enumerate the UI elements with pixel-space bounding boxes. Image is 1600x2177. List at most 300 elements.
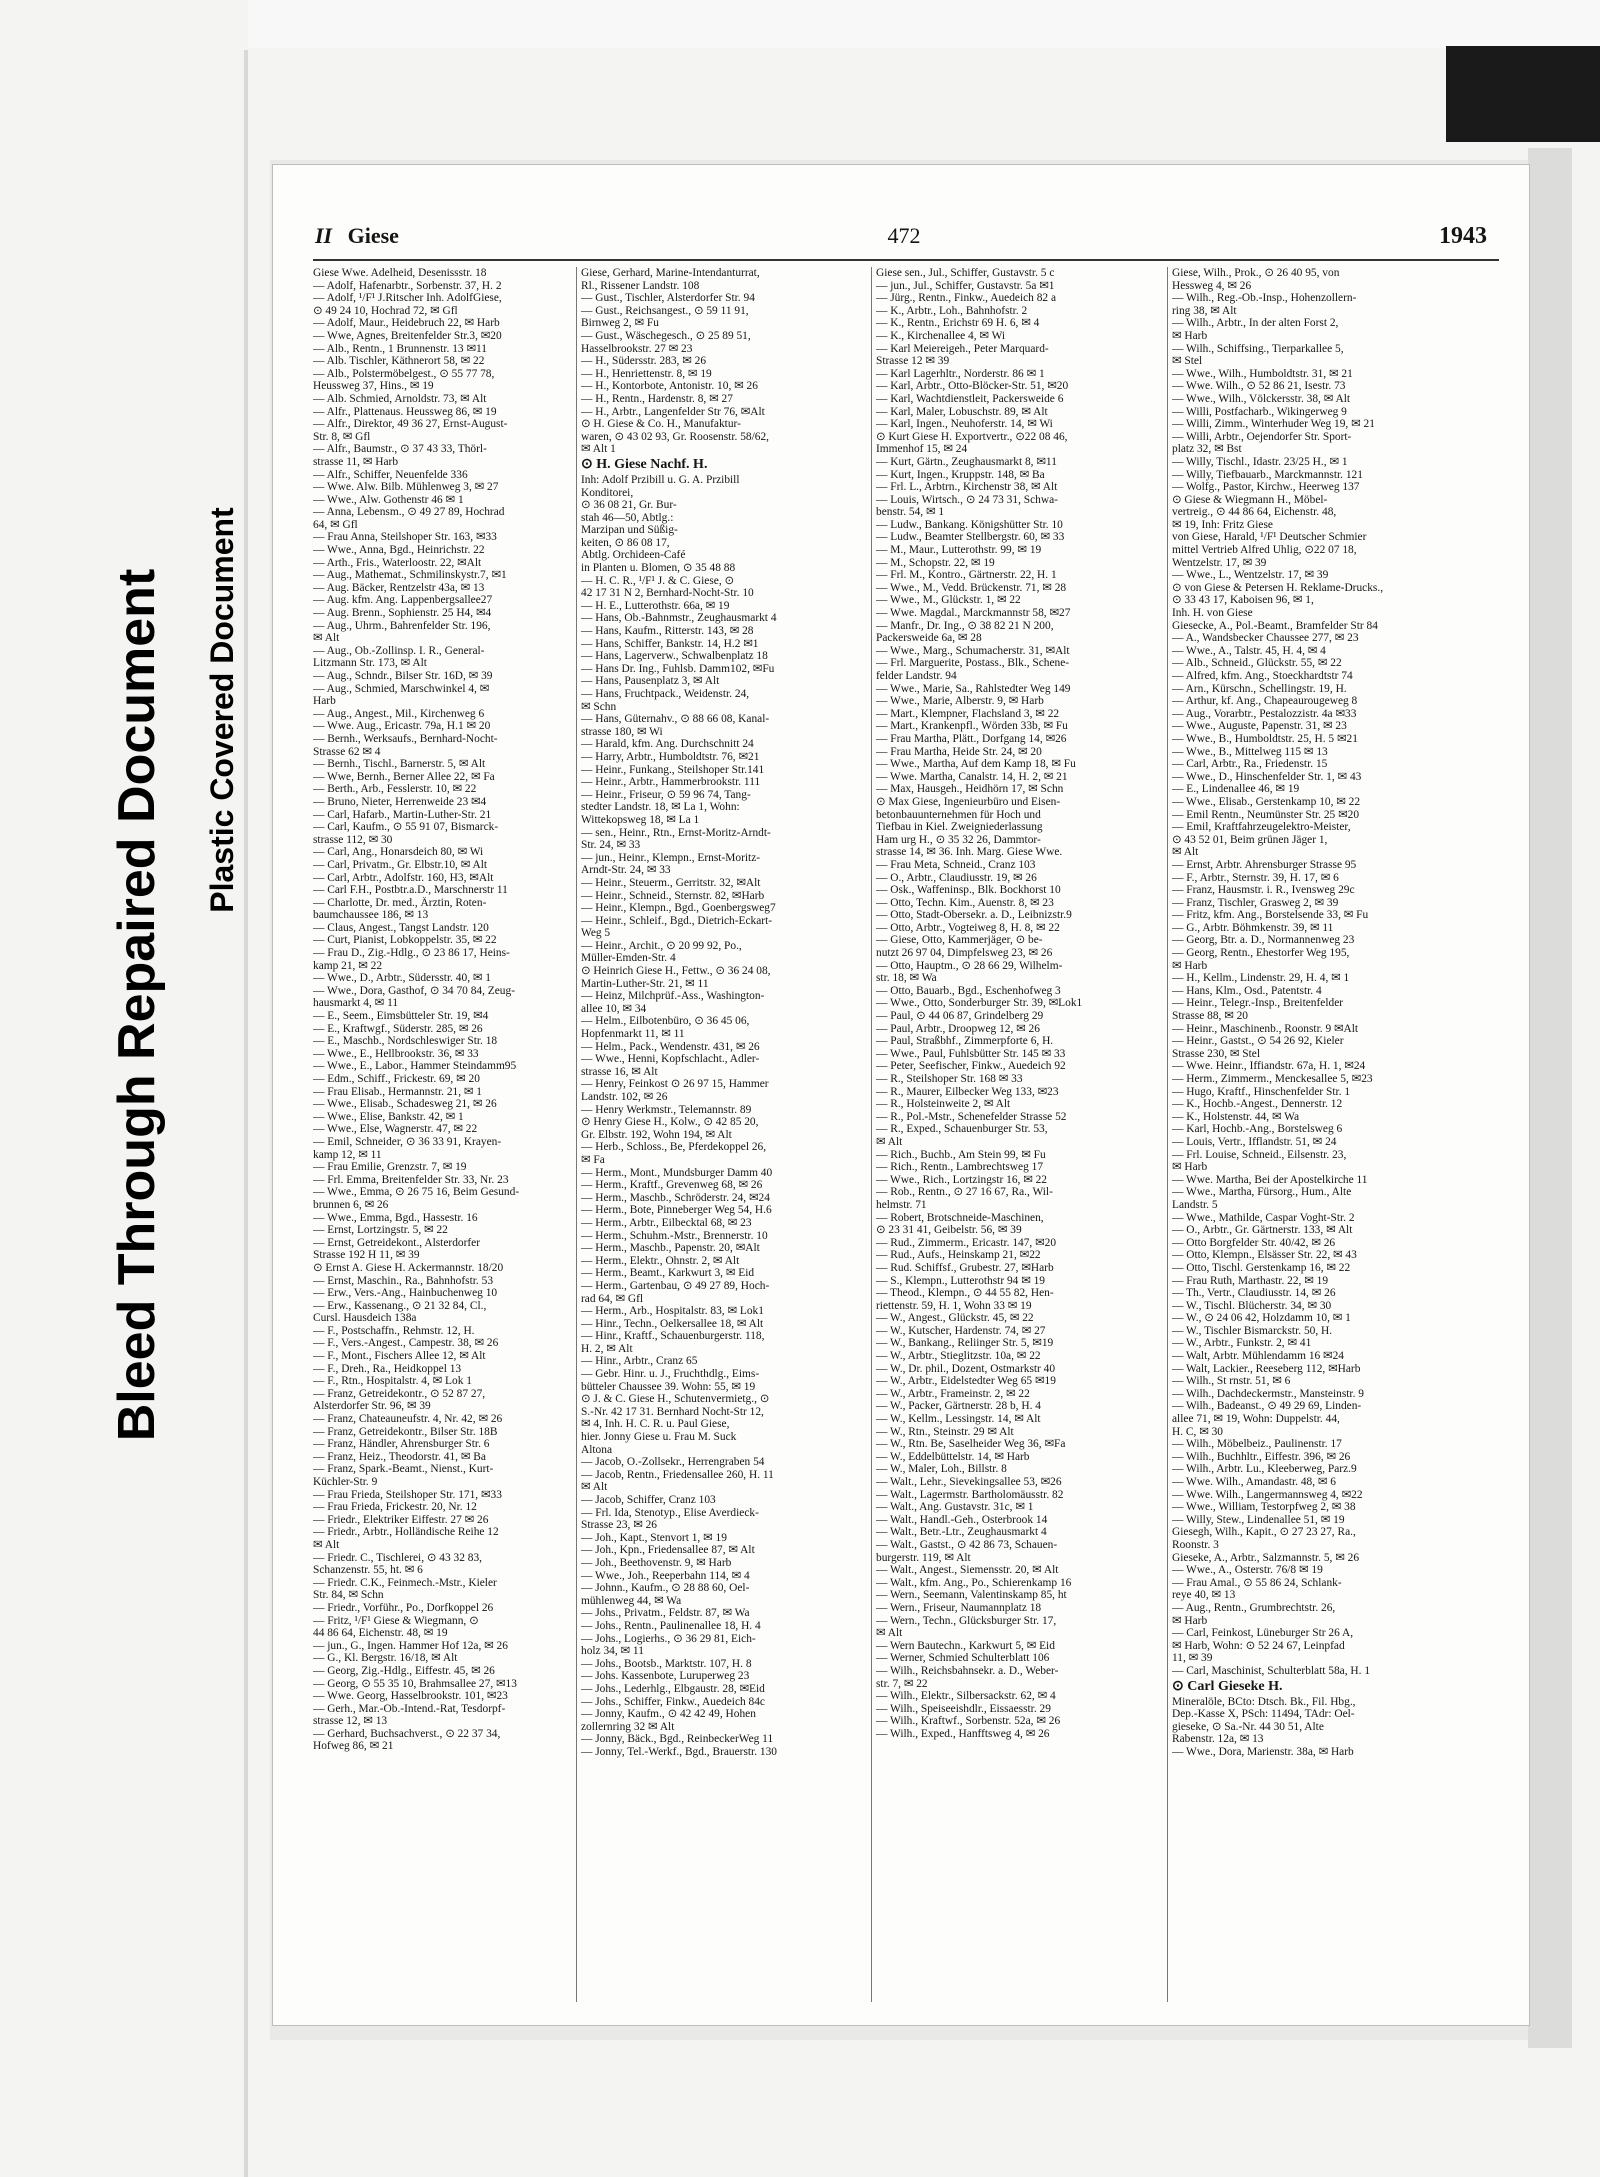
directory-entry-line: — Rich., Rentn., Lambrechtsweg 17 xyxy=(876,1161,1044,1174)
directory-entry-line: — Harald, kfm. Ang. Durchschnitt 24 xyxy=(581,738,754,751)
directory-entry-line: Gieseke, A., Arbtr., Salzmannstr. 5, ✉ 26 xyxy=(1172,1551,1360,1564)
directory-entry-line: — K., Arbtr., Loh., Bahnhofstr. 2 xyxy=(876,304,1028,317)
directory-entry-line: — Claus, Angest., Tangst Landstr. 120 xyxy=(313,921,489,934)
directory-entry-line: strasse 14, ✉ 36. Inh. Marg. Giese Wwe. xyxy=(876,846,1063,859)
directory-entry-line: — Wwe., William, Testorpfweg 2, ✉ 38 xyxy=(1172,1501,1356,1514)
directory-entry-line: — Wilh., Badeanst., ⊙ 49 29 69, Linden- xyxy=(1172,1400,1362,1413)
directory-entry-line: — Rich., Buchb., Am Stein 99, ✉ Fu xyxy=(876,1148,1046,1161)
directory-entry-line: — Wwe. Wilh., Langermannsweg 4, ✉22 xyxy=(1172,1488,1363,1501)
directory-entry-line: ⊙ Ernst A. Giese H. Ackermannstr. 18/20 xyxy=(313,1261,504,1274)
directory-entry-line: — Wwe., A., Talstr. 45, H. 4, ✉ 4 xyxy=(1172,644,1326,657)
directory-entry-line: — Karl, Arbtr., Otto-Blöcker-Str. 51, ✉20 xyxy=(876,380,1069,393)
directory-entry-line: — H., Südersstr. 283, ✉ 26 xyxy=(581,355,707,368)
directory-entry-line: — Hans, Klm., Osd., Patentstr. 4 xyxy=(1172,984,1322,997)
directory-entry-line: — Heinr., Friseur, ⊙ 59 96 74, Tang- xyxy=(581,788,751,801)
directory-entry-line: — W., Tischl. Blücherstr. 34, ✉ 30 xyxy=(1172,1299,1332,1312)
directory-entry-line: — Wwe., Henni, Kopfschlacht., Adler- xyxy=(581,1053,760,1066)
directory-entry-line: Konditorei, xyxy=(581,486,634,499)
directory-entry-line: — Kurt, Gärtn., Zeughausmarkt 8, ✉11 xyxy=(876,455,1057,468)
directory-entry-line: ✉ Harb xyxy=(1172,1614,1208,1627)
directory-entry-line: Hopfenmarkt 11, ✉ 11 xyxy=(581,1028,685,1041)
directory-entry-line: — Hans, Kaufm., Ritterstr. 143, ✉ 28 xyxy=(581,625,754,638)
directory-entry-line: — Wilh., Reg.-Ob.-Insp., Hohenzollern- xyxy=(1172,292,1357,305)
directory-entry-line: Landstr. 5 xyxy=(1172,1198,1218,1211)
directory-entry-line: ✉ Alt 1 xyxy=(581,443,616,456)
directory-entry-line: — Willy, Tiefbauarb., Marckmannstr. 121 xyxy=(1172,468,1363,481)
directory-entry-line: — R., Exped., Schauenburger Str. 53, xyxy=(876,1123,1048,1136)
directory-entry-line: Strasse 230, ✉ Stel xyxy=(1172,1047,1261,1060)
directory-entry-line: — Georg, ⊙ 55 35 10, Brahmsallee 27, ✉13 xyxy=(313,1677,517,1690)
directory-entry-line: — W., Arbtr., Frameinstr. 2, ✉ 22 xyxy=(876,1387,1030,1400)
directory-entry-line: Strasse 23, ✉ 26 xyxy=(581,1519,657,1532)
directory-entry-line: — Franz, Getreidekontr., ⊙ 52 87 27, xyxy=(313,1387,486,1400)
directory-entry-line: Strasse 88, ✉ 20 xyxy=(1172,1010,1248,1023)
directory-entry-line: — Louis, Wirtsch., ⊙ 24 73 31, Schwa- xyxy=(876,493,1058,506)
volume-number: II xyxy=(315,223,333,248)
annotation-line-plastic-covered: Plastic Covered Document xyxy=(204,507,240,913)
directory-entry-line: nutzt 26 97 04, Dimpfelsweg 23, ✉ 26 xyxy=(876,947,1053,960)
directory-entry-line: baumchaussee 186, ✉ 13 xyxy=(313,909,429,922)
directory-entry-line: str. 18, ✉ Wa xyxy=(876,972,937,985)
directory-entry-line: — Berth., Arb., Fesslerstr. 10, ✉ 22 xyxy=(313,783,477,796)
directory-entry-line: — Aug., Uhrm., Bahrenfelder Str. 196, xyxy=(313,619,491,632)
directory-entry-line: Inh. H. von Giese xyxy=(1172,607,1253,620)
directory-entry-line: Str. 8, ✉ Gfl xyxy=(313,430,371,443)
page-header xyxy=(315,223,1493,263)
directory-entry-line: hausmarkt 4, ✉ 11 xyxy=(313,997,399,1010)
directory-entry-line: — Robert, Brotschneide-Maschinen, xyxy=(876,1211,1044,1224)
directory-entry-line: — Arth., Fris., Waterloostr. 22, ✉Alt xyxy=(313,556,482,569)
directory-entry-line: — Aug., Angest., Mil., Kirchenweg 6 xyxy=(313,707,485,720)
directory-entry-line: — Wwe., Dora, Gasthof, ⊙ 34 70 84, Zeug- xyxy=(313,984,515,997)
directory-entry-line: mittel Vertrieb Alfred Uhlig, ⊙22 07 18, xyxy=(1172,544,1357,557)
directory-entry-line: — Aug., Mathemat., Schmilinskystr.7, ✉1 xyxy=(313,569,507,582)
directory-entry-line: — Joh., Kpn., Friedensallee 87, ✉ Alt xyxy=(581,1544,755,1557)
directory-entry-line: — Carl, Arbtr., Adolfstr. 160, H3, ✉Alt xyxy=(313,871,494,884)
directory-entry-line: S.-Nr. 42 17 31. Bernhard Nocht-Str 12, xyxy=(581,1405,764,1418)
directory-entry-line: ✉ Alt xyxy=(876,1135,903,1148)
directory-entry-line: Litzmann Str. 173, ✉ Alt xyxy=(313,657,427,670)
directory-entry-line: ⊙ Henry Giese H., Kolw., ⊙ 42 85 20, xyxy=(581,1116,759,1129)
directory-entry-line: vertreig., ⊙ 44 86 64, Eichenstr. 48, xyxy=(1172,506,1337,519)
directory-entry-line: — Wwe., Joh., Reeperbahn 114, ✉ 4 xyxy=(581,1569,750,1582)
directory-entry-line: — Adolf, ¹/F¹ J.Ritscher Inh. AdolfGiese, xyxy=(313,292,502,305)
directory-entry-line: strasse 112, ✉ 30 xyxy=(313,833,393,846)
directory-entry-line: — Mart., Klempner, Flachsland 3, ✉ 22 xyxy=(876,707,1060,720)
directory-entry-line: — Alfred, kfm. Ang., Stoeckhardtstr 74 xyxy=(1172,670,1353,682)
directory-entry-line: — Wwe., Wilh., Humboldtstr. 31, ✉ 21 xyxy=(1172,367,1353,380)
directory-entry-line: — Herm., Elektr., Ohnstr. 2, ✉ Alt xyxy=(581,1254,740,1267)
scan-annotation-label xyxy=(92,320,262,1690)
directory-entry-line: Altona xyxy=(581,1443,613,1456)
directory-entry-line: bütteler Chaussee 39. Wohn: 55, ✉ 19 xyxy=(581,1380,756,1393)
directory-entry-line: — Joh., Beethovenstr. 9, ✉ Harb xyxy=(581,1556,732,1569)
directory-entry-line: — Frau Amal., ⊙ 55 86 24, Schlank- xyxy=(1172,1576,1342,1589)
directory-entry-line: — Ernst, Arbtr. Ahrensburger Strasse 95 xyxy=(1172,858,1357,871)
directory-entry-line: — Bruno, Nieter, Herrenweide 23 ✉4 xyxy=(313,795,487,808)
directory-entry-line: — Mart., Krankenpfl., Wörden 33b, ✉ Fu xyxy=(876,720,1068,733)
directory-entry-line: — Walt., Angest., Siemensstr. 20, ✉ Alt xyxy=(876,1564,1059,1577)
directory-entry-line: Müller-Emden-Str. 4 xyxy=(581,952,676,965)
directory-entry-line: — Herb., Schloss., Be, Pferdekoppel 26, xyxy=(581,1141,767,1154)
directory-entry-line: strasse 180, ✉ Wi xyxy=(581,725,663,738)
directory-entry-line: — Giese, Otto, Kammerjäger, ⊙ be- xyxy=(876,934,1043,947)
directory-entry-line: 42 17 31 N 2, Bernhard-Nocht-Str. 10 xyxy=(581,587,754,600)
directory-entry-line: — Jürg., Rentn., Finkw., Auedeich 82 a xyxy=(876,292,1057,305)
directory-entry-line: — Werner, Schmied Schulterblatt 106 xyxy=(876,1652,1050,1665)
directory-entry-line: Harb xyxy=(313,695,336,708)
directory-entry-line: 44 86 64, Eichenstr. 48, ✉ 19 xyxy=(313,1627,448,1640)
directory-entry-line: — Wilh., Exped., Hanfftsweg 4, ✉ 26 xyxy=(876,1727,1050,1740)
directory-entry-line: — Herm., Zimmerm., Menckesallee 5, ✉23 xyxy=(1172,1073,1373,1085)
directory-entry-line: — Wern., Friseur, Naumannplatz 18 xyxy=(876,1601,1042,1614)
directory-entry-line: — Erw., Vers.-Ang., Hainbuchenweg 10 xyxy=(313,1287,498,1300)
directory-entry-line: — H., Arbtr., Langenfelder Str 76, ✉Alt xyxy=(581,405,765,418)
directory-entry-line: platz 32, ✉ Bst xyxy=(1172,443,1242,456)
directory-entry-line: — Paul, Arbtr., Droopweg 12, ✉ 26 xyxy=(876,1022,1040,1035)
directory-entry-line: Str. 24, ✉ 33 xyxy=(581,839,641,852)
directory-entry-line: — Hugo, Kraftf., Hinschenfelder Str. 1 xyxy=(1172,1085,1351,1098)
directory-entry-line: — Hans, Güternahv., ⊙ 88 66 08, Kanal- xyxy=(581,713,770,726)
directory-entry-line: — Frau Emilie, Grenzstr. 7, ✉ 19 xyxy=(313,1161,467,1174)
directory-entry-line: — Wwe., Elisab., Schadesweg 21, ✉ 26 xyxy=(313,1098,497,1111)
directory-entry-line: — Wilh., Arbtr., In der alten Forst 2, xyxy=(1172,317,1339,330)
directory-entry-line: — Herm., Mont., Mundsburger Damm 40 xyxy=(581,1166,773,1179)
directory-entry-line: strasse 11, ✉ Harb xyxy=(313,455,399,468)
directory-entry-line: — Wwe., D., Arbtr., Südersstr. 40, ✉ 1 xyxy=(313,972,491,985)
directory-entry-line: — Walt., Handl.-Geh., Osterbrook 14 xyxy=(876,1513,1048,1526)
directory-entry-line: Birnweg 2, ✉ Fu xyxy=(581,317,659,330)
directory-entry-line: Giese sen., Jul., Schiffer, Gustavstr. 5 c xyxy=(876,267,1055,279)
directory-entry-line: Gr. Elbstr. 192, Wohn 194, ✉ Alt xyxy=(581,1128,732,1141)
directory-entry-line: — jun., Heinr., Klempn., Ernst-Moritz- xyxy=(581,851,761,864)
directory-entry-line: — Frau Meta, Schneid., Cranz 103 xyxy=(876,858,1036,871)
directory-entry-line: Wittekopsweg 18, ✉ La 1 xyxy=(581,813,700,826)
directory-entry-line: — Johs., Schiffer, Finkw., Auedeich 84c xyxy=(581,1695,765,1708)
directory-entry-line: — O., Arbtr., Claudiusstr. 19, ✉ 26 xyxy=(876,871,1037,884)
directory-entry-line: Alsterdorfer Str. 96, ✉ 39 xyxy=(313,1400,431,1413)
directory-entry-line: Rabenstr. 12a, ✉ 13 xyxy=(1172,1733,1264,1746)
directory-entry-line: — Willi, Zimm., Winterhuder Weg 19, ✉ 21 xyxy=(1172,418,1375,431)
directory-entry-line: — Heinr., Gastst., ⊙ 54 26 92, Kieler xyxy=(1172,1035,1344,1048)
directory-entry-line: — Franz, Händler, Ahrensburger Str. 6 xyxy=(313,1438,490,1451)
directory-entry-line: — Frau Elisab., Hermannstr. 21, ✉ 1 xyxy=(313,1085,482,1098)
directory-entry-line: — Hans Dr. Ing., Fuhlsb. Damm102, ✉Fu xyxy=(581,662,775,675)
directory-entry-line: — Hans, Lagerverw., Schwalbenplatz 18 xyxy=(581,650,768,663)
directory-entry-line: Giesegh, Wilh., Kapit., ⊙ 27 23 27, Ra., xyxy=(1172,1526,1356,1539)
directory-entry-line: — Rud., Zimmerm., Ericastr. 147, ✉20 xyxy=(876,1236,1057,1249)
directory-entry-line: — Frl. Marguerite, Postass., Blk., Schene- xyxy=(876,657,1070,670)
directory-entry-line: — Heinr., Arbtr., Hammerbrookstr. 111 xyxy=(581,776,761,789)
directory-entry-line: Giese Wwe. Adelheid, Desenissstr. 18 xyxy=(313,267,487,279)
directory-entry-line: Giesecke, A., Pol.-Beamt., Bramfelder Str 84 xyxy=(1172,619,1378,632)
directory-entry-line: — Johs. Kassenbote, Luruperweg 23 xyxy=(581,1670,750,1683)
directory-entry-line: Strasse 62 ✉ 4 xyxy=(313,745,381,758)
directory-entry-line: — Franz, Chateauneufstr. 4, Nr. 42, ✉ 26 xyxy=(313,1413,503,1426)
directory-entry-line: — Louis, Vertr., Ifflandstr. 51, ✉ 24 xyxy=(1172,1135,1337,1148)
directory-entry-line: — Wwe., Emma, Bgd., Hassestr. 16 xyxy=(313,1211,478,1224)
directory-entry-line: — Aug., Vorarbtr., Pestalozzistr. 4a ✉33 xyxy=(1172,707,1357,720)
directory-entry-line: Schanzenstr. 55, ht. ✉ 6 xyxy=(313,1564,423,1577)
directory-entry-line: — W., Kellm., Lessingstr. 14, ✉ Alt xyxy=(876,1413,1041,1426)
directory-entry-line: — K., Holstenstr. 44, ✉ Wa xyxy=(1172,1110,1300,1123)
directory-entry-line: ⊙ 23 31 41, Geibelstr. 56, ✉ 39 xyxy=(876,1224,1022,1237)
directory-entry-line: — Willy, Stew., Lindenallee 51, ✉ 19 xyxy=(1172,1513,1345,1526)
directory-entry-line: von Giese, Harald, ¹/F¹ Deutscher Schmier xyxy=(1172,531,1367,544)
directory-entry-line: — E., Lindenallee 46, ✉ 19 xyxy=(1172,783,1300,796)
directory-entry-line: — Aug. Bäcker, Rentzelstr 43a, ✉ 13 xyxy=(313,581,485,594)
directory-entry-line: — Erw., Kassenang., ⊙ 21 32 84, Cl., xyxy=(313,1299,487,1312)
directory-entry-line: — Hans, Fruchtpack., Weidenstr. 24, xyxy=(581,688,750,700)
directory-entry-line: — Karl, Hochb.-Ang., Borstelsweg 6 xyxy=(1172,1123,1343,1136)
directory-entry-line: — Wwe. Wilh., ⊙ 52 86 21, Isestr. 73 xyxy=(1172,380,1346,393)
directory-entry-line: — W., Rtn. Be, Saselheider Weg 36, ✉Fa xyxy=(876,1438,1066,1451)
directory-entry-line: — Carl, Privatm., Gr. Elbstr.10, ✉ Alt xyxy=(313,858,488,871)
directory-entry-line: — Jacob, O.-Zollsekr., Herrengraben 54 xyxy=(581,1456,765,1469)
directory-entry-line: — Karl, Maler, Lobuschstr. 89, ✉ Alt xyxy=(876,405,1048,418)
directory-entry-line: — Bernh., Tischl., Barnerstr. 5, ✉ Alt xyxy=(313,758,486,771)
directory-entry-line: — Curt, Pianist, Lobkoppelstr. 35, ✉ 22 xyxy=(313,934,497,947)
directory-entry-line: Hasselbrookstr. 27 ✉ 23 xyxy=(581,342,693,355)
directory-entry-line: — Aug., Ob.-Zollinsp. I. R., General- xyxy=(313,644,485,657)
directory-entry-line: kamp 12, ✉ 11 xyxy=(313,1148,382,1161)
directory-entry-line: — Osk., Waffeninsp., Blk. Bockhorst 10 xyxy=(876,884,1061,897)
directory-entry-line: — Wwe., Mathilde, Caspar Voght-Str. 2 xyxy=(1172,1211,1355,1224)
directory-entry-line: — Otto, Hauptm., ⊙ 28 66 29, Wilhelm- xyxy=(876,959,1063,972)
directory-entry-line: — H., Rentn., Hardenstr. 8, ✉ 27 xyxy=(581,392,733,405)
directory-entry-line: — Franz, Heiz., Theodorstr. 41, ✉ Ba xyxy=(313,1450,486,1463)
directory-entry-line: — Gust., Tischler, Alsterdorfer Str. 94 xyxy=(581,292,755,305)
directory-entry-line: — Wwe., Dora, Marienstr. 38a, ✉ Harb xyxy=(1172,1745,1354,1758)
directory-entry-line: strasse 12, ✉ 13 xyxy=(313,1715,388,1728)
directory-entry-line: — W., Arbtr., Stieglitzstr. 10a, ✉ 22 xyxy=(876,1350,1041,1363)
directory-entry-line: — Gerhard, Buchsachverst., ⊙ 22 37 34, xyxy=(313,1727,501,1740)
directory-entry-line: — Georg, Rentn., Ehestorfer Weg 195, xyxy=(1172,947,1350,960)
directory-entry-line: — F., Rtn., Hospitalstr. 4, ✉ Lok 1 xyxy=(313,1375,472,1388)
directory-entry-line: — Heinr., Schleif., Bgd., Dietrich-Eckart- xyxy=(581,914,773,927)
directory-entry-line: — Walt, Arbtr. Mühlendamm 16 ✉24 xyxy=(1172,1350,1344,1363)
directory-entry-line: — Karl Meiereigeh., Peter Marquard- xyxy=(876,342,1049,355)
directory-entry-line: waren, ⊙ 43 02 93, Gr. Roosenstr. 58/62, xyxy=(581,430,769,443)
directory-entry-line: — Heinr., Schneid., Sternstr. 82, ✉Harb xyxy=(581,889,765,902)
directory-entry-line: — W., Dr. phil., Dozent, Ostmarkstr 40 xyxy=(876,1362,1056,1375)
directory-entry-line: — W., Kutscher, Hardenstr. 74, ✉ 27 xyxy=(876,1324,1046,1337)
directory-entry-line: — Friedr., Elektriker Eiffestr. 27 ✉ 26 xyxy=(313,1513,489,1526)
directory-entry-line: — Aug., Schmied, Marschwinkel 4, ✉ xyxy=(313,682,490,695)
directory-entry-line: — Georg, Zig.-Hdlg., Eiffestr. 45, ✉ 26 xyxy=(313,1664,495,1677)
directory-entry-line: — Wwe., B., Humboldtstr. 25, H. 5 ✉21 xyxy=(1172,732,1358,745)
directory-entry-line: — Karl, Wachtdienstleit, Packersweide 6 xyxy=(876,392,1064,405)
directory-entry-line: — Henry Werkmstr., Telemannstr. 89 xyxy=(581,1103,752,1116)
directory-entry-line: — Willi, Postfacharb., Wikingerweg 9 xyxy=(1172,405,1347,418)
directory-entry-line: — Wwe. Georg, Hasselbrookstr. 101, ✉23 xyxy=(313,1690,508,1703)
directory-entry-line: — Wilh., Arbtr. Lu., Kleeberweg, Parz.9 xyxy=(1172,1463,1357,1476)
directory-entry-line: — Alb., Schneid., Glückstr. 55, ✉ 22 xyxy=(1172,657,1342,670)
directory-entry-line: Strasse 192 H 11, ✉ 39 xyxy=(313,1249,420,1262)
directory-entry-line: — Arn., Kürschn., Schellingstr. 19, H. xyxy=(1172,682,1347,695)
directory-entry-line: — Wilh., Buchhltr., Eiffestr. 396, ✉ 26 xyxy=(1172,1450,1351,1463)
directory-entry-line: — K., Rentn., Erichstr 69 H. 6, ✉ 4 xyxy=(876,317,1040,330)
directory-entry-line: Inh: Adolf Przibill u. G. A. Przibill xyxy=(581,473,740,486)
directory-entry-line: — Emil, Schneider, ⊙ 36 33 91, Krayen- xyxy=(313,1135,502,1148)
directory-entry-line: — Wwe, Agnes, Breitenfelder Str.3, ✉20 xyxy=(313,329,502,342)
directory-entry-line: — Wilh., Möbelbeiz., Paulinenstr. 17 xyxy=(1172,1438,1342,1451)
directory-entry-line: — Wern., Techn., Glücksburger Str. 17, xyxy=(876,1614,1057,1627)
directory-entry-line: — W., Tischler Bismarckstr. 50, H. xyxy=(1172,1324,1333,1337)
directory-entry-line: — sen., Heinr., Rtn., Ernst-Moritz-Arndt- xyxy=(581,826,771,839)
directory-entry-line: — Carl, Kaufm., ⊙ 55 91 07, Bismarck- xyxy=(313,821,499,834)
directory-entry-line: riettenstr. 59, H. 1, Wohn 33 ✉ 19 xyxy=(876,1299,1032,1312)
directory-entry-line: — Wwe. Aug., Ericastr. 79a, H.1 ✉ 20 xyxy=(313,720,491,733)
directory-entry-line: holz 34, ✉ 11 xyxy=(581,1645,644,1658)
directory-entry-line: 11, ✉ 39 xyxy=(1172,1652,1213,1665)
directory-entry-line: — Hinr., Arbtr., Cranz 65 xyxy=(581,1355,698,1368)
directory-entry-line: — Paul, ⊙ 44 06 87, Grindelberg 29 xyxy=(876,1010,1044,1023)
directory-entry-line: ⊙ Kurt Giese H. Exportvertr., ⊙22 08 46, xyxy=(876,430,1068,443)
page-facing-edge xyxy=(1528,148,1572,2048)
directory-entry-line: — Wwe., B., Mittelweg 115 ✉ 13 xyxy=(1172,745,1328,758)
directory-entry-line: ⊙ von Giese & Petersen H. Reklame-Drucks., xyxy=(1172,581,1384,594)
directory-entry-line: Weg 5 xyxy=(581,927,611,940)
directory-entry-line: Marzipan und Süßig- xyxy=(581,524,678,537)
directory-entry-line: 64, ✉ Gfl xyxy=(313,518,358,531)
directory-entry-line: — W., Rtn., Steinstr. 29 ✉ Alt xyxy=(876,1425,1014,1438)
directory-entry-line: — Willy, Tischl., Idastr. 23/25 H., ✉ 1 xyxy=(1172,455,1348,468)
directory-entry-line: — W., Packer, Gärtnerstr. 28 b, H. 4 xyxy=(876,1400,1041,1413)
directory-entry-line: — H., Henriettenstr. 8, ✉ 19 xyxy=(581,367,712,380)
directory-entry-line: — Walt., Gastst., ⊙ 42 86 73, Schauen- xyxy=(876,1538,1058,1551)
directory-entry-line: — Wwe., Rich., Lortzingstr 16, ✉ 22 xyxy=(876,1173,1047,1186)
directory-entry-line: — F., Postschaffn., Rehmstr. 12, H. xyxy=(313,1324,475,1337)
directory-entry-line: — Aug., Rentn., Grumbrechtstr. 26, xyxy=(1172,1601,1336,1614)
directory-entry-line: — E., Seem., Eimsbütteler Str. 19, ✉4 xyxy=(313,1010,489,1023)
directory-entry-line: ✉ 4, Inh. H. C. R. u. Paul Giese, xyxy=(581,1418,730,1431)
directory-entry-line: — Alfr., Schiffer, Neuenfelde 336 xyxy=(313,468,468,481)
directory-entry-line: — Wwe. Heinr., Iffiandstr. 67a, H. 1, ✉24 xyxy=(1172,1060,1366,1073)
directory-entry-line: — R., Maurer, Eilbecker Weg 133, ✉23 xyxy=(876,1085,1059,1098)
directory-entry-line: — Gust., Wäschegesch., ⊙ 25 89 51, xyxy=(581,329,751,342)
directory-entry-line: — Wwe., Anna, Bgd., Heinrichstr. 22 xyxy=(313,544,485,557)
directory-entry-line: — Franz, Hausmstr. i. R., Ivensweg 29c xyxy=(1172,884,1355,897)
directory-entry-line: — Carl, Hafarb., Martin-Luther-Str. 21 xyxy=(313,808,492,821)
scan-top-margin xyxy=(248,0,1600,48)
directory-entry-line: — Helm., Eilbotenbüro, ⊙ 36 45 06, xyxy=(581,1015,750,1028)
directory-entry-line: — Charlotte, Dr. med., Ärztin, Roten- xyxy=(313,896,487,909)
directory-entry-line: — W., Arbtr., Funkstr. 2, ✉ 41 xyxy=(1172,1337,1312,1350)
directory-entry-line: — Wwe., Paul, Fuhlsbütter Str. 145 ✉ 33 xyxy=(876,1047,1066,1060)
directory-entry-line: — Johs., Logierhs., ⊙ 36 29 81, Eich- xyxy=(581,1632,756,1645)
directory-entry-line: — Wwe., D., Hinschenfelder Str. 1, ✉ 43 xyxy=(1172,770,1362,783)
directory-entry-line: — Heinr., Klempn., Bgd., Goenbergsweg7 xyxy=(581,902,776,915)
directory-entry-line: — R., Holsteinweite 2, ✉ Alt xyxy=(876,1098,1011,1111)
directory-entry-line: — Heinr., Funkang., Steilshoper Str.141 xyxy=(581,763,765,776)
directory-entry-line: — Walt, Lackier., Reeseberg 112, ✉Harb xyxy=(1172,1362,1361,1375)
directory-entry-line: — Wwe., Emma, ⊙ 26 75 16, Beim Gesund- xyxy=(313,1186,520,1199)
directory-entry-line: — Walt., Lagermstr. Bartholomäusstr. 82 xyxy=(876,1488,1064,1501)
directory-entry-line: — Ernst, Lortzingstr. 5, ✉ 22 xyxy=(313,1224,448,1237)
directory-entry-line: — Willi, Arbtr., Oejendorfer Str. Sport- xyxy=(1172,430,1352,443)
directory-entry-line: — Wolfg., Pastor, Kirchw., Heerweg 137 xyxy=(1172,481,1360,494)
directory-entry-line: — Wilh., Speiseeishdlr., Eissaesstr. 29 xyxy=(876,1702,1051,1715)
running-head-name: Giese xyxy=(347,223,399,248)
directory-entry-line: stedter Landstr. 18, ✉ La 1, Wohn: xyxy=(581,801,740,814)
directory-entry-line: — Aug., Schndr., Bilser Str. 16D, ✉ 39 xyxy=(313,670,493,682)
directory-entry-line: ⊙ Giese & Wiegmann H., Möbel- xyxy=(1172,493,1328,506)
directory-entry-line: — Ernst, Maschin., Ra., Bahnhofstr. 53 xyxy=(313,1274,494,1287)
directory-entry-line: ring 38, ✉ Alt xyxy=(1172,304,1237,317)
directory-entry-line: — Alfr., Direktor, 49 36 27, Ernst-August- xyxy=(313,418,508,431)
directory-entry-line: Arndt-Str. 24, ✉ 33 xyxy=(581,864,671,877)
directory-entry-line: ✉ Harb, Wohn: ⊙ 52 24 67, Leinpfad xyxy=(1172,1639,1345,1652)
directory-entry-line: — Otto Borgfelder Str. 40/42, ✉ 26 xyxy=(1172,1236,1336,1249)
directory-entry-line: — Wwe. Alw. Bilb. Mühlenweg 3, ✉ 27 xyxy=(313,481,499,494)
directory-entry-line: — Walt., kfm. Ang., Po., Schierenkamp 16 xyxy=(876,1576,1072,1589)
directory-entry-line: — Jonny, Bäck., Bgd., ReinbeckerWeg 11 xyxy=(581,1733,774,1746)
header-rule xyxy=(313,259,1499,261)
directory-entry-line: — Ernst, Getreidekont., Alsterdorfer xyxy=(313,1236,481,1249)
directory-entry-line: ✉ Alt xyxy=(1172,846,1199,859)
directory-entry-line: — Frau Anna, Steilshoper Str. 163, ✉33 xyxy=(313,531,497,544)
directory-entry-line: — W., Bankang., Reliinger Str. 5, ✉19 xyxy=(876,1337,1054,1350)
directory-entry-line: — Carl, Feinkost, Lüneburger Str 26 A, xyxy=(1172,1627,1354,1640)
directory-entry-line: — W., Angest., Glückstr. 45, ✉ 22 xyxy=(876,1312,1034,1325)
directory-entry-line: benstr. 54, ✉ 1 xyxy=(876,506,945,519)
directory-entry-line: ⊙ Heinrich Giese H., Fettw., ⊙ 36 24 08, xyxy=(581,965,771,978)
directory-entry-line: — Carl, Arbtr., Ra., Friedenstr. 15 xyxy=(1172,758,1328,771)
directory-entry-line: keiten, ⊙ 86 08 17, xyxy=(581,536,670,549)
directory-entry-line: ⊙ 36 08 21, Gr. Bur- xyxy=(581,499,677,512)
directory-entry-line: — Gerh., Mar.-Ob.-Intend.-Rat, Tesdorpf- xyxy=(313,1702,506,1715)
directory-entry-line: — F., Arbtr., Sternstr. 39, H. 17, ✉ 6 xyxy=(1172,871,1339,884)
directory-entry-line: Landstr. 102, ✉ 26 xyxy=(581,1091,668,1103)
directory-entry-line: — Frl. L., Arbtrn., Kirchenstr 38, ✉ Alt xyxy=(876,481,1058,494)
directory-entry-line: — Otto, Arbtr., Vogteiweg 8, H. 8, ✉ 22 xyxy=(876,921,1060,934)
directory-entry-line: — Johs., Lederhlg., Elbgaustr. 28, ✉Eid xyxy=(581,1682,765,1695)
directory-entry-line: Mineralöle, BCto: Dtsch. Bk., Fil. Hbg., xyxy=(1172,1695,1356,1708)
listing-column-3 xyxy=(876,267,1164,2002)
directory-entry-line: — A., Wandsbecker Chaussee 277, ✉ 23 xyxy=(1172,632,1359,645)
directory-entry-line: H. 2, ✉ Alt xyxy=(581,1342,633,1355)
directory-entry-line: — Wwe., Marie, Sa., Rahlstedter Weg 149 xyxy=(876,682,1071,695)
directory-entry-line: hier. Jonny Giese u. Frau M. Suck xyxy=(581,1431,737,1444)
directory-entry-line: — Alb. Tischler, Käthnerort 58, ✉ 22 xyxy=(313,355,485,368)
directory-entry-line: — Theod., Klempn., ⊙ 44 55 82, Hen- xyxy=(876,1287,1054,1300)
directory-entry-line: Ham urg H., ⊙ 35 32 26, Dammtor- xyxy=(876,833,1041,846)
directory-entry-line: — Carl, Ang., Honarsdeich 80, ✉ Wi xyxy=(313,846,484,859)
directory-entry-line: — Otto, Klempn., Elsässer Str. 22, ✉ 43 xyxy=(1172,1249,1357,1262)
column-rule xyxy=(1167,267,1168,2002)
directory-entry-line: — Herm., Kraftf., Grevenweg 68, ✉ 26 xyxy=(581,1179,763,1192)
directory-entry-line: ⊙ J. & C. Giese H., Schutenvermietg., ⊙ xyxy=(581,1393,770,1406)
directory-entry-line: Wentzelstr. 17, ✉ 39 xyxy=(1172,556,1267,569)
directory-entry-line: — Johs., Bootsb., Marktstr. 107, H. 8 xyxy=(581,1657,752,1670)
directory-entry-line: — Wilh., St rnstr. 51, ✉ 6 xyxy=(1172,1375,1291,1388)
scan-divider xyxy=(244,50,248,2177)
directory-entry-line: — Frau Ruth, Marthastr. 22, ✉ 19 xyxy=(1172,1274,1329,1287)
directory-entry-line: Küchler-Str. 9 xyxy=(313,1476,378,1488)
directory-entry-line: — Frau Martha, Heide Str. 24, ✉ 20 xyxy=(876,745,1042,758)
directory-entry-line: — Wilh., Reichsbahnsekr. a. D., Weber- xyxy=(876,1664,1059,1677)
directory-entry-line: — Gust., Reichsangest., ⊙ 59 11 91, xyxy=(581,304,749,317)
directory-entry-line: Hofweg 86, ✉ 21 xyxy=(313,1740,394,1753)
directory-entry-line: — Karl, Ingen., Neuhoferstr. 14, ✉ Wi xyxy=(876,418,1053,431)
directory-entry-line: ✉ Alt xyxy=(581,1481,608,1494)
directory-entry-line: — Wwe, Bernh., Berner Allee 22, ✉ Fa xyxy=(313,770,495,783)
directory-entry-line: gieseke, ⊙ Sa.-Nr. 44 30 51, Alte xyxy=(1172,1720,1324,1733)
directory-entry-line: — Wwe., A., Osterstr. 76/8 ✉ 19 xyxy=(1172,1564,1323,1577)
directory-entry-line: — Heinr., Steuerm., Gerritstr. 32, ✉Alt xyxy=(581,876,761,889)
directory-entry-line: — Wern., Seemann, Valentinskamp 85, ht xyxy=(876,1589,1067,1602)
